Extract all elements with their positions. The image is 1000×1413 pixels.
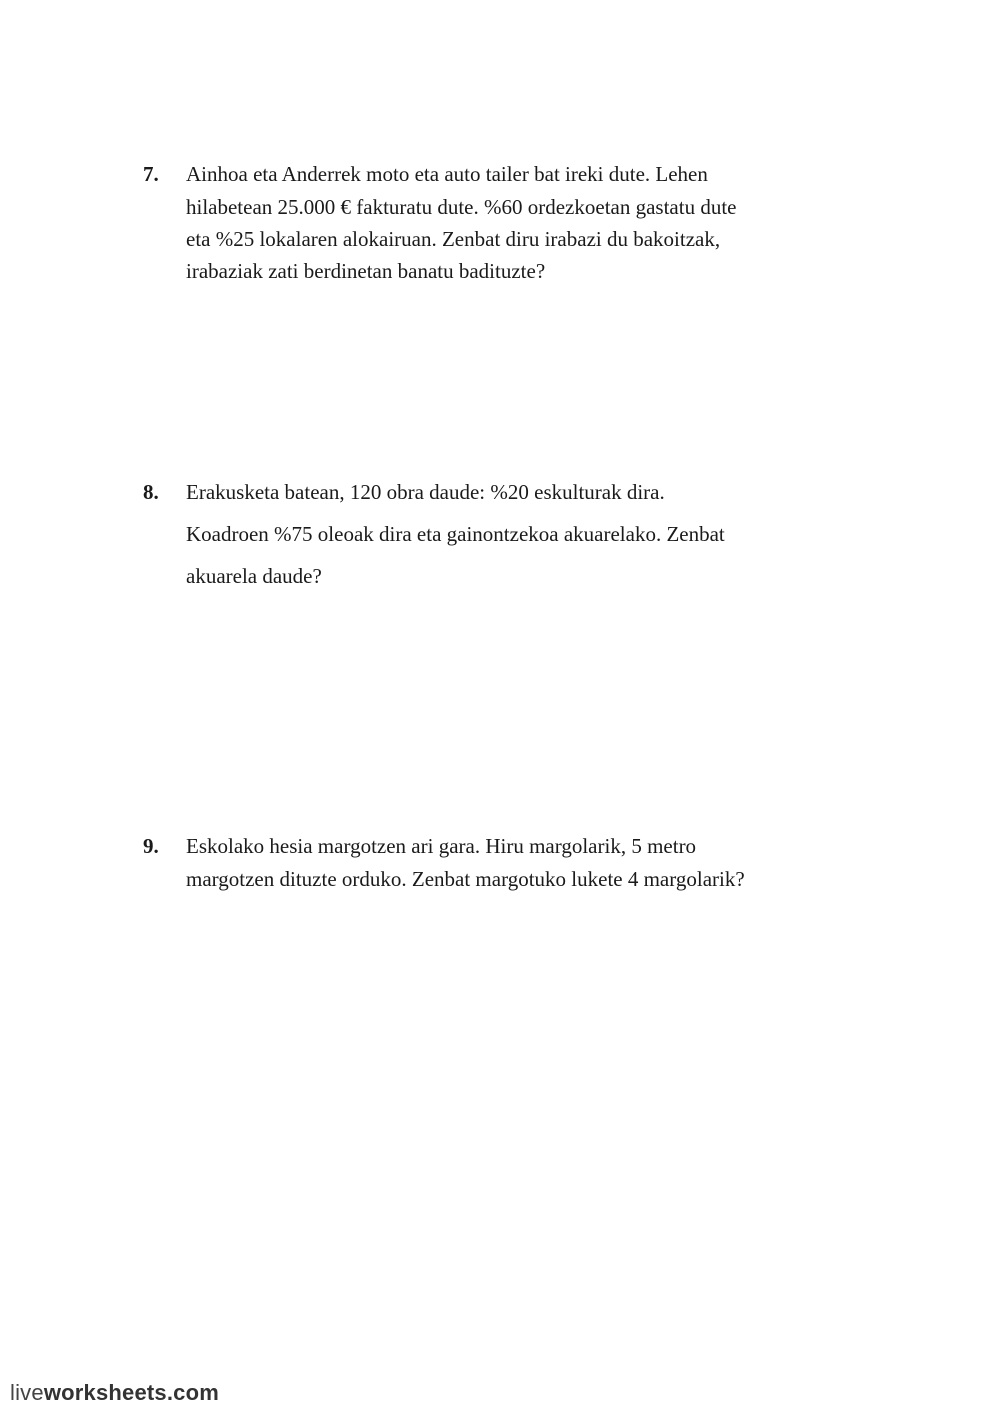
- problem-text-line: Eskolako hesia margotzen ari gara. Hiru margolarik, 5 metro: [186, 834, 697, 858]
- problem-text-line: Erakusketa batean, 120 obra daude: %20 eskulturak dira.: [186, 480, 665, 504]
- problem-number: 9.: [143, 834, 159, 858]
- problem-text-line: Koadroen %75 oleoak dira eta gainontzekoa akuarelako. Zenbat: [186, 522, 725, 546]
- problem-text-line: hilabetean 25.000 € fakturatu dute. %60 ordezkoetan gastatu dute: [186, 195, 737, 219]
- problem-number: 7.: [143, 162, 159, 186]
- problem-number: 8.: [143, 480, 159, 504]
- problem-text-line: akuarela daude?: [186, 564, 322, 588]
- liveworksheets-watermark: [10, 1380, 219, 1406]
- watermark-prefix: live: [10, 1380, 44, 1405]
- watermark-suffix: .com: [166, 1380, 220, 1405]
- problem-text-line: margotzen dituzte orduko. Zenbat margotuko lukete 4 margolarik?: [186, 867, 745, 891]
- problem-text-line: irabaziak zati berdinetan banatu badituzte?: [186, 259, 546, 283]
- problem-text-line: eta %25 lokalaren alokairuan. Zenbat diru irabazi du bakoitzak,: [186, 227, 721, 251]
- watermark-brand: worksheets: [43, 1380, 167, 1405]
- problem-text-line: Ainhoa eta Anderrek moto eta auto tailer bat ireki dute. Lehen: [186, 162, 708, 186]
